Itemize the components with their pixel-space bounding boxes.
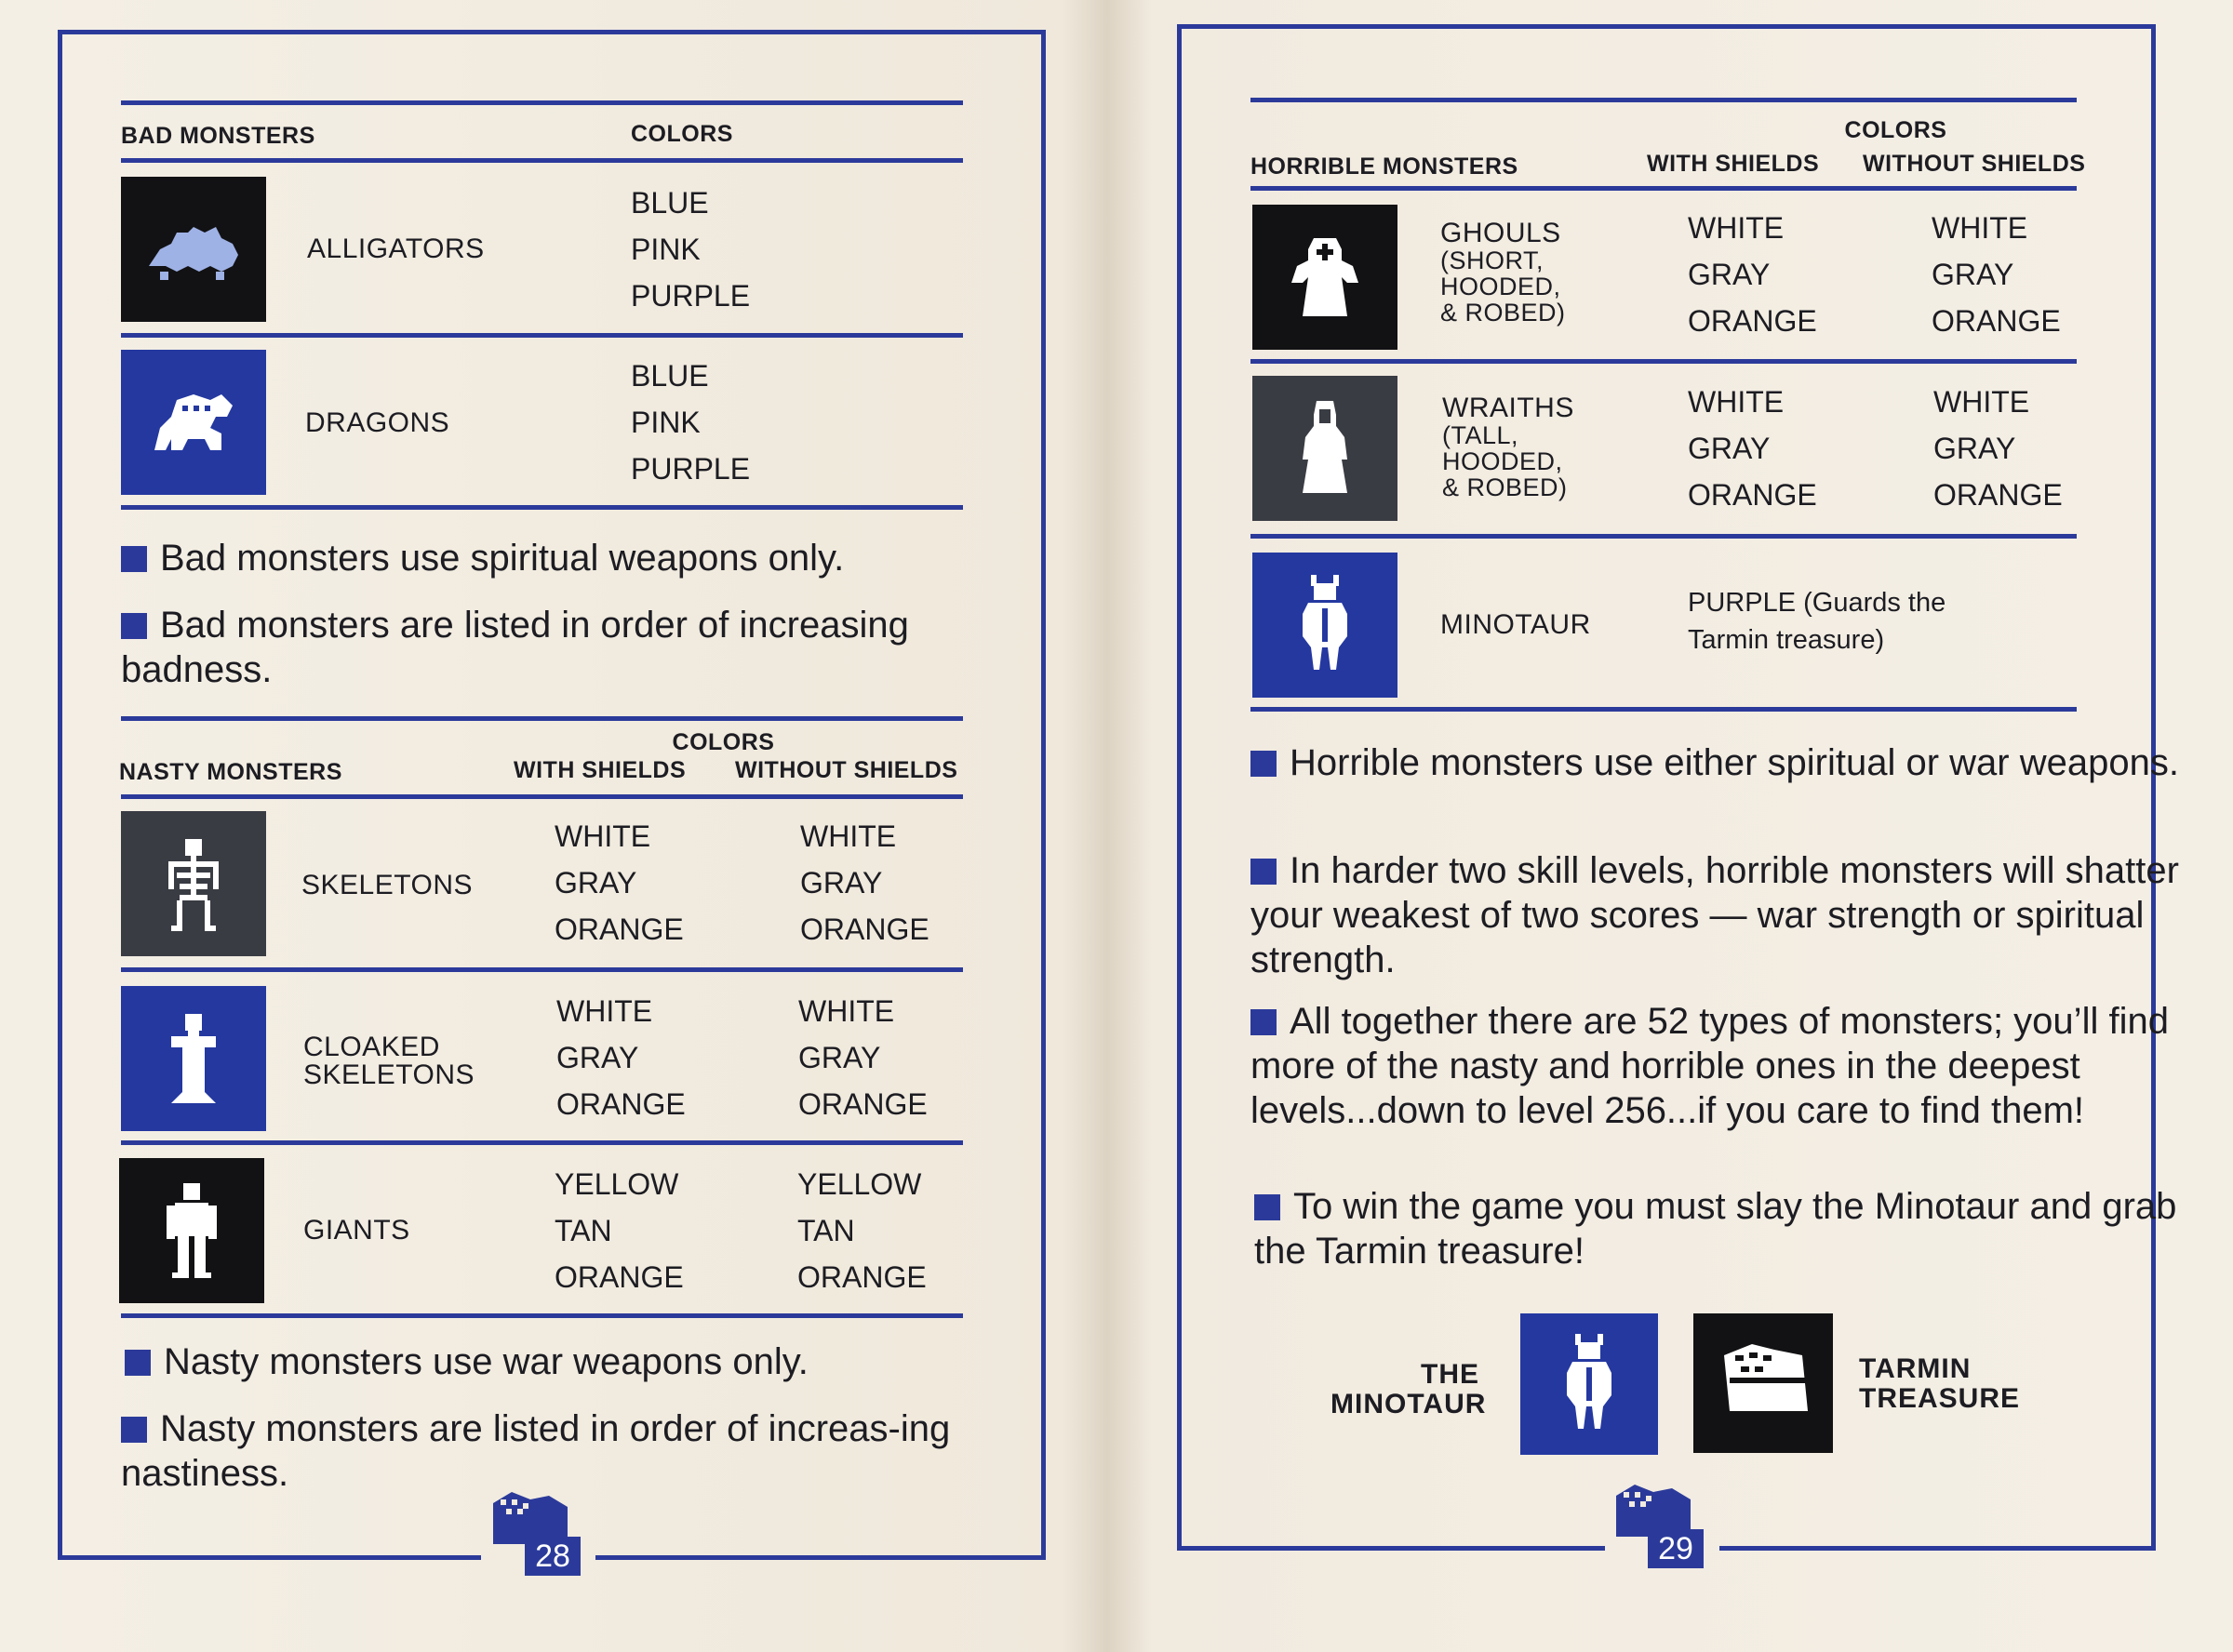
page-number-label: 29 xyxy=(1648,1529,1704,1568)
bad-table-header-rule xyxy=(121,158,963,163)
color-value: YELLOW xyxy=(797,1167,922,1201)
bad-table-top-rule xyxy=(121,100,963,105)
color-value: ORANGE xyxy=(797,1260,927,1294)
left-bottom-line-b xyxy=(595,1555,1041,1560)
bullet-square-icon xyxy=(1250,859,1277,885)
horrible-table-top-rule xyxy=(1250,98,2077,102)
color-value: ORANGE xyxy=(1688,478,1817,512)
row-ghouls-without xyxy=(1932,205,2061,344)
horrible-table-header-name: HORRIBLE MONSTERS xyxy=(1250,153,1518,180)
minotaur-caption-line-1: THE xyxy=(1421,1359,1479,1390)
wraiths-note-2: HOODED, xyxy=(1442,447,1563,475)
row-wraiths-with xyxy=(1688,379,1817,518)
nasty-table-header-without: WITHOUT SHIELDS xyxy=(735,757,958,783)
bad-note-2 xyxy=(121,603,977,692)
color-value: WHITE xyxy=(1688,211,1785,245)
color-value: ORANGE xyxy=(1688,304,1817,338)
bullet-square-icon xyxy=(121,546,147,572)
minotaur-icon xyxy=(1269,569,1381,681)
minotaur-color-line-2: Tarmin treasure) xyxy=(1688,625,1885,655)
color-value: PURPLE xyxy=(631,452,751,486)
bad-row-divider xyxy=(121,333,963,338)
cloaked-skeleton-tile xyxy=(121,986,266,1131)
nasty-note-2 xyxy=(121,1406,977,1496)
color-value: YELLOW xyxy=(555,1167,679,1201)
giant-tile xyxy=(119,1158,264,1303)
ghouls-note-1: (SHORT, xyxy=(1440,246,1544,274)
row-giants-with xyxy=(555,1161,684,1300)
color-value: BLUE xyxy=(631,359,709,393)
nasty-table-top-rule xyxy=(121,716,963,721)
minotaur-tile xyxy=(1252,553,1397,698)
nasty-note-2-text: Nasty monsters are listed in order of increas-ing nastiness. xyxy=(121,1408,951,1494)
color-value: GRAY xyxy=(1932,258,2014,291)
horrible-note-4-text: To win the game you must slay the Minotaur and grab the Tarmin treasure! xyxy=(1254,1186,2177,1272)
skeleton-tile xyxy=(121,811,266,956)
horrible-table-header-colors: COLORS xyxy=(1844,117,1947,143)
bad-table-header-name: BAD MONSTERS xyxy=(121,123,315,149)
bullet-square-icon xyxy=(1250,1009,1277,1035)
minotaur-caption xyxy=(1330,1359,1487,1419)
horrible-table-header-with: WITH SHIELDS xyxy=(1647,151,1820,177)
row-giants-name: GIANTS xyxy=(303,1215,410,1246)
bad-table-header-colors: COLORS xyxy=(631,121,733,147)
cloaked-skeleton-icon xyxy=(138,1003,249,1114)
minotaur-caption-line-2: MINOTAUR xyxy=(1330,1389,1487,1419)
horrible-note-1-text: Horrible monsters use either spiritual or war weapons. xyxy=(1290,742,2179,783)
nasty-row-divider-1 xyxy=(121,967,963,972)
horrible-note-2 xyxy=(1250,848,2190,982)
ghoul-tile xyxy=(1252,205,1397,350)
bullet-square-icon xyxy=(1254,1194,1280,1220)
minotaur-feature-tile xyxy=(1520,1313,1658,1455)
row-skeletons-with xyxy=(555,813,684,953)
giant-icon xyxy=(136,1175,247,1286)
row-cloaked-skeletons-with xyxy=(556,988,686,1127)
wraiths-note-1: (TALL, xyxy=(1442,421,1519,449)
row-alligators-name: ALLIGATORS xyxy=(307,233,485,264)
bullet-square-icon xyxy=(125,1350,151,1376)
color-value: ORANGE xyxy=(1933,478,2063,512)
color-value: WHITE xyxy=(1932,211,2028,245)
horrible-table-header-without: WITHOUT SHIELDS xyxy=(1863,151,2086,177)
nasty-note-1 xyxy=(125,1339,981,1384)
nasty-table-header-name: NASTY MONSTERS xyxy=(119,759,342,785)
color-value: GRAY xyxy=(555,866,637,899)
left-bottom-line-a xyxy=(58,1555,481,1560)
color-value: ORANGE xyxy=(798,1087,928,1121)
wraith-tile xyxy=(1252,376,1397,521)
color-value: GRAY xyxy=(1688,432,1771,465)
nasty-note-1-text: Nasty monsters use war weapons only. xyxy=(164,1341,809,1382)
left-page xyxy=(0,0,1107,1652)
wraiths-label: WRAITHS xyxy=(1442,393,1574,423)
color-value: ORANGE xyxy=(555,913,684,946)
row-cloaked-skeletons-without xyxy=(798,988,928,1127)
row-alligators-colors xyxy=(631,180,750,319)
page-number-label: 28 xyxy=(525,1537,581,1576)
color-value: PURPLE xyxy=(631,279,751,313)
minotaur-color-line-1: PURPLE (Guards the xyxy=(1688,588,1946,618)
alligator-tile xyxy=(121,177,266,322)
row-minotaur-color xyxy=(1688,587,1946,656)
cloaked-skeletons-label: CLOAKED SKELETONS xyxy=(303,1032,475,1090)
row-ghouls-with xyxy=(1688,205,1817,344)
color-value: GRAY xyxy=(800,866,883,899)
bad-note-2-text: Bad monsters are listed in order of increasing badness. xyxy=(121,605,909,690)
nasty-table-header-rule xyxy=(121,794,963,799)
row-ghouls-name xyxy=(1440,220,1566,326)
row-skeletons-name: SKELETONS xyxy=(301,870,474,900)
tarmin-treasure-tile xyxy=(1693,1313,1833,1453)
horrible-note-3-text: All together there are 52 types of monsters; you’ll find more of the nasty and horrible ones in the deepest levels...down to level 256...if you care to find them! xyxy=(1250,1001,2169,1131)
minotaur-feature-icon xyxy=(1533,1328,1645,1440)
treasure-caption xyxy=(1859,1354,2020,1414)
bullet-square-icon xyxy=(121,613,147,639)
horrible-note-2-text: In harder two skill levels, horrible monsters will shatter your weakest of two scores — war strength or spiritual strength. xyxy=(1250,850,2179,980)
color-value: PINK xyxy=(631,233,701,266)
color-value: ORANGE xyxy=(555,1260,684,1294)
horrible-note-4 xyxy=(1254,1184,2194,1273)
color-value: PINK xyxy=(631,406,701,439)
horrible-note-1 xyxy=(1250,740,2190,785)
ghouls-note-2: HOODED, xyxy=(1440,273,1561,300)
color-value: ORANGE xyxy=(800,913,929,946)
bullet-square-icon xyxy=(1250,751,1277,777)
color-value: GRAY xyxy=(798,1041,881,1074)
row-wraiths-name xyxy=(1442,394,1574,500)
treasure-caption-line-1: TARMIN xyxy=(1859,1353,1972,1384)
color-value: WHITE xyxy=(798,994,895,1028)
horrible-table-header-rule xyxy=(1250,186,2077,191)
color-value: WHITE xyxy=(800,819,897,853)
skeleton-icon xyxy=(138,828,249,939)
right-bottom-line-a xyxy=(1177,1546,1605,1551)
tarmin-treasure-icon xyxy=(1707,1327,1819,1439)
bullet-square-icon xyxy=(121,1417,147,1443)
color-value: GRAY xyxy=(1688,258,1771,291)
color-value: GRAY xyxy=(1933,432,2016,465)
wraiths-note-3: & ROBED) xyxy=(1442,473,1568,501)
row-giants-without xyxy=(797,1161,927,1300)
page-number-28 xyxy=(489,1488,582,1581)
horrible-note-3 xyxy=(1250,999,2190,1133)
ghouls-note-3: & ROBED) xyxy=(1440,299,1566,326)
horrible-table-bottom-rule xyxy=(1250,707,2077,712)
color-value: GRAY xyxy=(556,1041,639,1074)
row-dragons-name: DRAGONS xyxy=(305,407,450,438)
page-number-29 xyxy=(1612,1481,1705,1574)
color-value: WHITE xyxy=(1688,385,1785,419)
color-value: TAN xyxy=(555,1214,612,1247)
wraith-icon xyxy=(1269,393,1381,504)
bad-table-bottom-rule xyxy=(121,505,963,510)
row-dragons-colors xyxy=(631,353,750,492)
nasty-table-header-with: WITH SHIELDS xyxy=(514,757,687,783)
horrible-row-divider-1 xyxy=(1250,359,2077,364)
ghoul-icon xyxy=(1269,221,1381,333)
row-wraiths-without xyxy=(1933,379,2063,518)
horrible-row-divider-2 xyxy=(1250,534,2077,539)
dragon-icon xyxy=(138,366,249,478)
color-value: WHITE xyxy=(556,994,653,1028)
treasure-caption-line-2: TREASURE xyxy=(1859,1383,2021,1414)
color-value: BLUE xyxy=(631,186,709,220)
color-value: TAN xyxy=(797,1214,855,1247)
right-page xyxy=(1107,0,2233,1652)
color-value: WHITE xyxy=(1933,385,2030,419)
row-minotaur-name: MINOTAUR xyxy=(1440,609,1591,640)
bad-note-1-text: Bad monsters use spiritual weapons only. xyxy=(160,538,845,579)
nasty-table-bottom-rule xyxy=(121,1313,963,1318)
alligator-icon xyxy=(138,193,249,305)
row-cloaked-skeletons-name xyxy=(303,1032,475,1090)
color-value: ORANGE xyxy=(556,1087,686,1121)
nasty-table-header-colors: COLORS xyxy=(672,729,775,755)
color-value: WHITE xyxy=(555,819,651,853)
ghouls-label: GHOULS xyxy=(1440,218,1561,248)
right-bottom-line-b xyxy=(1719,1546,2151,1551)
nasty-row-divider-2 xyxy=(121,1140,963,1145)
bad-note-1 xyxy=(121,536,977,580)
row-skeletons-without xyxy=(800,813,929,953)
color-value: ORANGE xyxy=(1932,304,2061,338)
dragon-tile xyxy=(121,350,266,495)
